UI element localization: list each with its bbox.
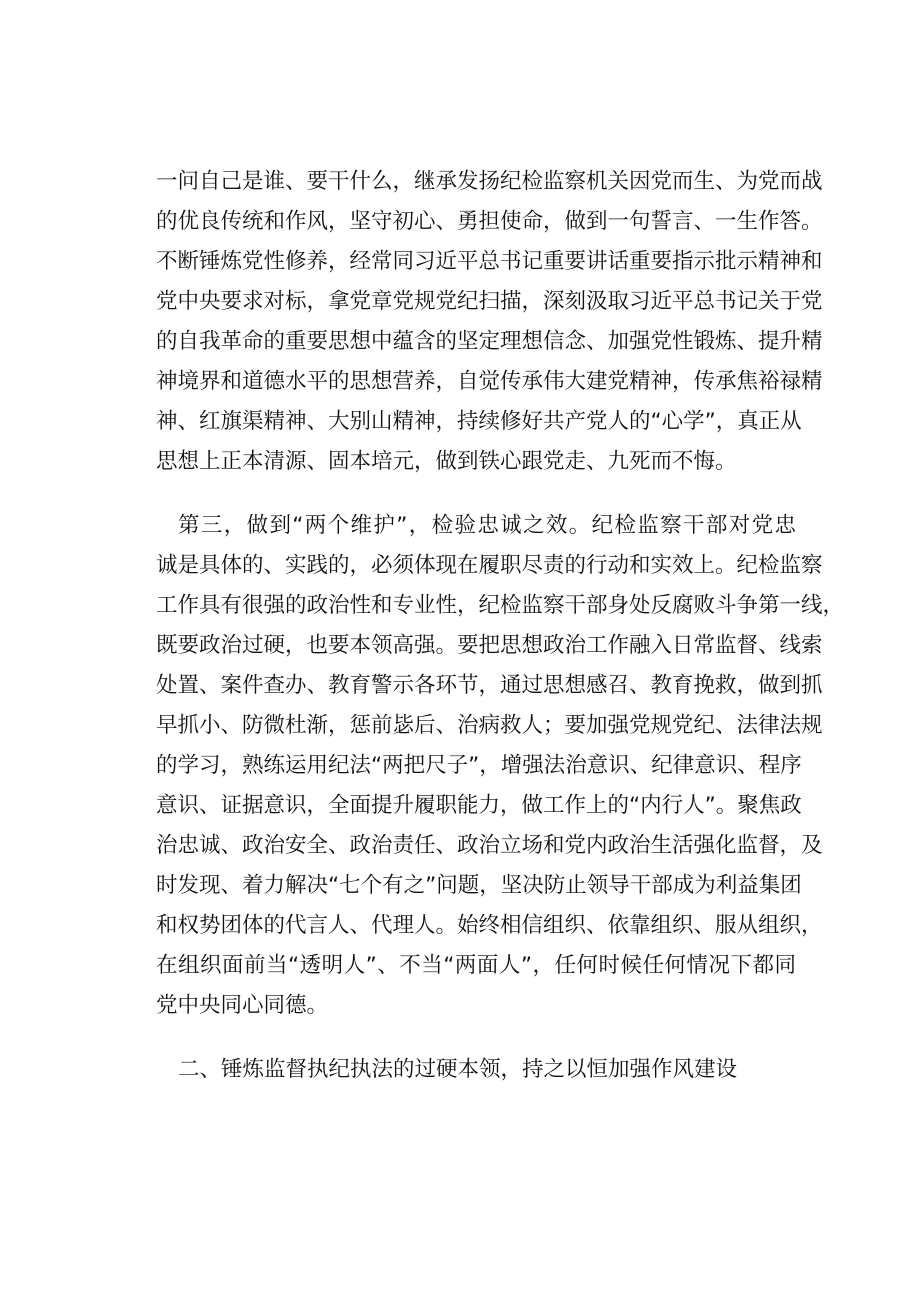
paragraph-line: 和权势团体的代言人、代理人。始终相信组织、依靠组织、服从组织， [156, 913, 823, 938]
paragraph-line: 思想上正本清源、固本培元，做到铁心跟党走、九死而不悔。 [156, 449, 737, 474]
paragraph-2 [156, 506, 845, 1026]
document-body [156, 162, 845, 1090]
paragraph-line: 既要政治过硬，也要本领高强。要把思想政治工作融入日常监督、线索 [156, 633, 823, 658]
paragraph-line: 党中央要求对标，拿党章党规党纪扫描，深刻汲取习近平总书记关于党 [156, 289, 823, 314]
paragraph-spacer [156, 482, 796, 506]
paragraph-line: 不断锤炼党性修养，经常同习近平总书记重要讲话重要指示批示精神和 [156, 249, 823, 274]
paragraph-line: 意识、证据意识，全面提升履职能力，做工作上的“内行人”。聚焦政 [156, 793, 802, 818]
paragraph-line: 神、红旗渠精神、大别山精神，持续修好共产党人的“心学”，真正从 [156, 409, 802, 434]
paragraph-line: 治忠诚、政治安全、政治责任、政治立场和党内政治生活强化监督，及 [156, 833, 823, 858]
paragraph-line: 的优良传统和作风，坚守初心、勇担使命，做到一句誓言、一生作答。 [156, 209, 823, 234]
paragraph-line: 第三，做到“两个维护”，检验忠诚之效。纪检监察干部对党忠 [178, 513, 796, 538]
paragraph-1 [156, 162, 823, 482]
paragraph-line: 一问自己是谁、要干什么，继承发扬纪检监察机关因党而生、为党而战 [156, 169, 823, 194]
paragraph-line: 工作具有很强的政治性和专业性，纪检监察干部身处反腐败斗争第一线， [156, 593, 845, 618]
paragraph-spacer [156, 1026, 796, 1050]
paragraph-line: 神境界和道德水平的思想营养，自觉传承伟大建党精神，传承焦裕禄精 [156, 369, 823, 394]
paragraph-line: 早抓小、防微杜渐，惩前毖后、治病救人；要加强党规党纪、法律法规 [156, 713, 823, 738]
paragraph-line: 处置、案件查办、教育警示各环节，通过思想感召、教育挽救，做到抓 [156, 673, 823, 698]
paragraph-line: 在组织面前当“透明人”、不当“两面人”，任何时候任何情况下都同 [156, 953, 796, 978]
paragraph-line: 的自我革命的重要思想中蕴含的坚定理想信念、加强党性锻炼、提升精 [156, 329, 823, 354]
paragraph-line: 诚是具体的、实践的，必须体现在履职尽责的行动和实效上。纪检监察 [156, 553, 823, 578]
paragraph-line: 党中央同心同德。 [156, 993, 329, 1018]
paragraph-line: 时发现、着力解决“七个有之”问题，坚决防止领导干部成为利益集团 [156, 873, 802, 898]
paragraph-line: 的学习，熟练运用纪法“两把尺子”，增强法治意识、纪律意识、程序 [156, 753, 802, 778]
section-heading: 二、锤炼监督执纪执法的过硬本领，持之以恒加强作风建设 [178, 1057, 738, 1082]
